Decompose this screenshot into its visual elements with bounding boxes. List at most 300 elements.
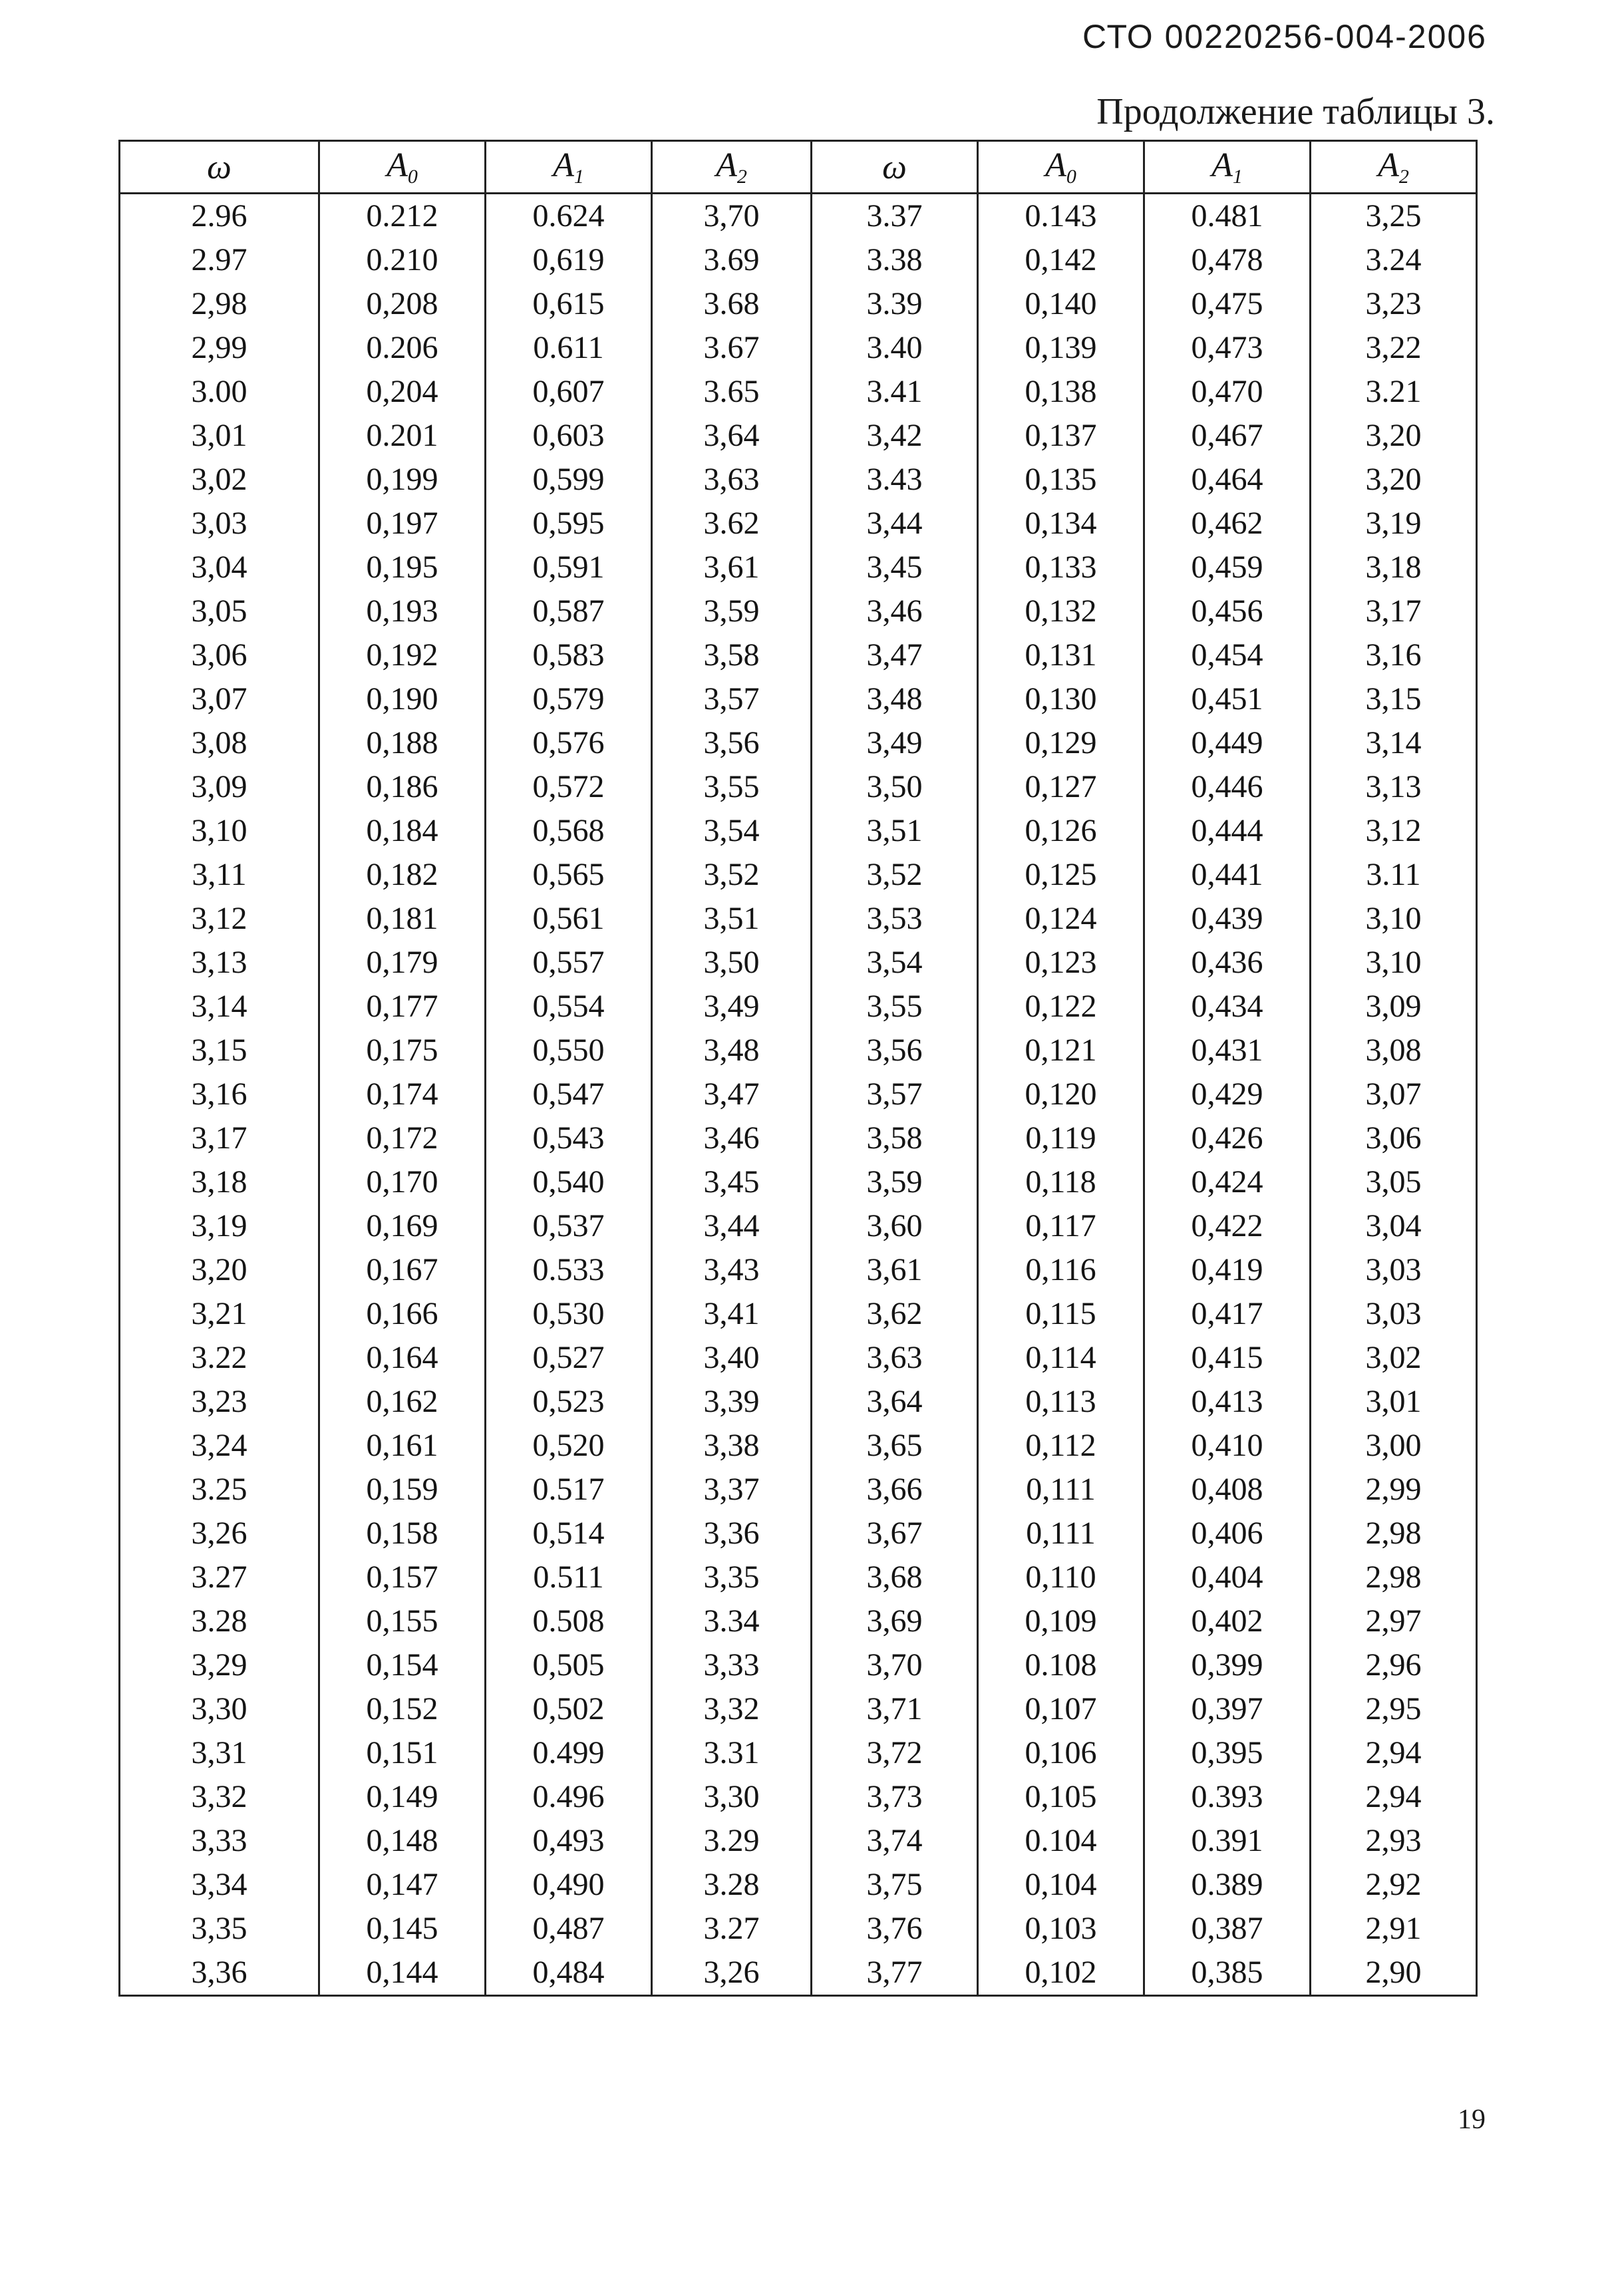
table-cell: 3,02: [1311, 1336, 1477, 1380]
table-cell: 3,07: [1311, 1072, 1477, 1116]
table-cell: 0,607: [486, 370, 652, 414]
table-cell: 0,484: [486, 1951, 652, 1996]
table-cell: 3,23: [120, 1380, 319, 1424]
table-cell: 0,159: [319, 1468, 486, 1512]
table-cell: 0.624: [486, 194, 652, 239]
table-continuation-caption: Продолжение таблицы 3.: [1096, 91, 1495, 132]
table-cell: 0,554: [486, 985, 652, 1029]
table-cell: 3,50: [652, 941, 812, 985]
table-cell: 2,90: [1311, 1951, 1477, 1996]
table-cell: 3,06: [120, 633, 319, 677]
table-cell: 3,51: [652, 897, 812, 941]
table-cell: 3,51: [812, 809, 978, 853]
table-row: [120, 1819, 1477, 1863]
table-cell: 3,37: [652, 1468, 812, 1512]
table-cell: 0,104: [978, 1863, 1144, 1907]
table-cell: 0,167: [319, 1248, 486, 1292]
table-cell: 2,98: [1311, 1556, 1477, 1599]
table-cell: 0.393: [1144, 1775, 1311, 1819]
table-cell: 0,170: [319, 1160, 486, 1204]
table-cell: 3,21: [120, 1292, 319, 1336]
table-cell: 3,24: [120, 1424, 319, 1468]
table-cell: 0,456: [1144, 589, 1311, 633]
table-cell: 3,75: [812, 1863, 978, 1907]
table-cell: 0,172: [319, 1116, 486, 1160]
table-cell: 0.108: [978, 1643, 1144, 1687]
table-cell: 3,52: [812, 853, 978, 897]
table-cell: 3,41: [652, 1292, 812, 1336]
table-cell: 3,54: [652, 809, 812, 853]
table-cell: 0,487: [486, 1907, 652, 1951]
table-header-row: [120, 141, 1477, 194]
table-cell: 0,568: [486, 809, 652, 853]
table-cell: 3,39: [652, 1380, 812, 1424]
table-cell: 0,436: [1144, 941, 1311, 985]
table-cell: 0,514: [486, 1512, 652, 1556]
table-cell: 3,30: [120, 1687, 319, 1731]
table-cell: 3,57: [812, 1072, 978, 1116]
table-cell: 3,36: [652, 1512, 812, 1556]
table-cell: 0,166: [319, 1292, 486, 1336]
table-cell: 0,179: [319, 941, 486, 985]
table-cell: 3,61: [652, 546, 812, 589]
table-cell: 3.41: [812, 370, 978, 414]
table-cell: 0,162: [319, 1380, 486, 1424]
table-cell: 0,475: [1144, 282, 1311, 326]
table-cell: 0,137: [978, 414, 1144, 458]
table-row: [120, 589, 1477, 633]
table-cell: 3.24: [1311, 238, 1477, 282]
table-cell: 3,58: [812, 1116, 978, 1160]
table-cell: 3,02: [120, 458, 319, 502]
table-cell: 3.37: [812, 194, 978, 239]
table-cell: 0,595: [486, 502, 652, 546]
table-cell: 0.143: [978, 194, 1144, 239]
column-header: [1311, 141, 1477, 194]
table-row: [120, 370, 1477, 414]
table-cell: 0.611: [486, 326, 652, 370]
table-cell: 3,08: [120, 721, 319, 765]
table-cell: 3,77: [812, 1951, 978, 1996]
table-cell: 3.29: [652, 1819, 812, 1863]
table-cell: 2,91: [1311, 1907, 1477, 1951]
table-cell: 3,49: [652, 985, 812, 1029]
table-cell: 3,64: [652, 414, 812, 458]
table-cell: 0,439: [1144, 897, 1311, 941]
table-cell: 0,565: [486, 853, 652, 897]
table-row: [120, 326, 1477, 370]
table-cell: 0,415: [1144, 1336, 1311, 1380]
table-cell: 0,116: [978, 1248, 1144, 1292]
table-cell: 0.391: [1144, 1819, 1311, 1863]
table-cell: 0,127: [978, 765, 1144, 809]
table-cell: 3,46: [812, 589, 978, 633]
table-cell: 0,144: [319, 1951, 486, 1996]
table-cell: 0,111: [978, 1468, 1144, 1512]
table-cell: 0,188: [319, 721, 486, 765]
table-cell: 3.31: [652, 1731, 812, 1775]
table-cell: 3,32: [120, 1775, 319, 1819]
table-cell: 0,147: [319, 1863, 486, 1907]
column-symbol: A: [1378, 146, 1399, 184]
table-cell: 0,152: [319, 1687, 486, 1731]
table-cell: 3,06: [1311, 1116, 1477, 1160]
table-cell: 0,132: [978, 589, 1144, 633]
table-cell: 3,38: [652, 1424, 812, 1468]
table-row: [120, 1160, 1477, 1204]
table-cell: 3,62: [812, 1292, 978, 1336]
table-cell: 0,197: [319, 502, 486, 546]
table-cell: 0,192: [319, 633, 486, 677]
table-cell: 0.496: [486, 1775, 652, 1819]
table-cell: 3.69: [652, 238, 812, 282]
table-cell: 3,26: [120, 1512, 319, 1556]
table-cell: 3,26: [652, 1951, 812, 1996]
table-cell: 0,449: [1144, 721, 1311, 765]
table-cell: 0,422: [1144, 1204, 1311, 1248]
table-cell: 3,70: [652, 194, 812, 239]
table-cell: 3,04: [1311, 1204, 1477, 1248]
table-cell: 0,175: [319, 1029, 486, 1072]
table-cell: 0,417: [1144, 1292, 1311, 1336]
table-row: [120, 1380, 1477, 1424]
table-cell: 0,123: [978, 941, 1144, 985]
table-cell: 0,103: [978, 1907, 1144, 1951]
table-cell: 0,102: [978, 1951, 1144, 1996]
table-cell: 3,35: [652, 1556, 812, 1599]
table-row: [120, 633, 1477, 677]
table-cell: 0,148: [319, 1819, 486, 1863]
table-cell: 0,139: [978, 326, 1144, 370]
table-row: [120, 1907, 1477, 1951]
table-cell: 3,76: [812, 1907, 978, 1951]
table-cell: 3,33: [120, 1819, 319, 1863]
table-cell: 3,45: [812, 546, 978, 589]
table-cell: 0,429: [1144, 1072, 1311, 1116]
coefficients-table: [118, 140, 1478, 1997]
table-cell: 0,115: [978, 1292, 1144, 1336]
column-header: [120, 141, 319, 194]
table-cell: 2,97: [1311, 1599, 1477, 1643]
table-row: [120, 414, 1477, 458]
table-cell: 3,72: [812, 1731, 978, 1775]
table-cell: 3,22: [1311, 326, 1477, 370]
table-cell: 3,66: [812, 1468, 978, 1512]
table-cell: 3.39: [812, 282, 978, 326]
table-cell: 3,11: [120, 853, 319, 897]
document-code: СТО 00220256-004-2006: [1082, 18, 1487, 55]
table-cell: 3,44: [652, 1204, 812, 1248]
table-cell: 0,109: [978, 1599, 1144, 1643]
table-cell: 0,130: [978, 677, 1144, 721]
table-cell: 0,579: [486, 677, 652, 721]
table-cell: 0,576: [486, 721, 652, 765]
column-subscript: 0: [1066, 166, 1076, 188]
table-cell: 0,502: [486, 1687, 652, 1731]
table-cell: 3.43: [812, 458, 978, 502]
table-cell: 0,441: [1144, 853, 1311, 897]
table-cell: 3,59: [652, 589, 812, 633]
table-row: [120, 721, 1477, 765]
table-cell: 3,35: [120, 1907, 319, 1951]
table-cell: 3,50: [812, 765, 978, 809]
table-row: [120, 1556, 1477, 1599]
table-cell: 0,530: [486, 1292, 652, 1336]
table-cell: 3,12: [120, 897, 319, 941]
table-cell: 2,99: [120, 326, 319, 370]
column-header: [652, 141, 812, 194]
table-cell: 0.389: [1144, 1863, 1311, 1907]
table-cell: 3,05: [120, 589, 319, 633]
table-cell: 3,44: [812, 502, 978, 546]
table-cell: 3,54: [812, 941, 978, 985]
table-cell: 0,424: [1144, 1160, 1311, 1204]
table-cell: 3,53: [812, 897, 978, 941]
table-cell: 0,543: [486, 1116, 652, 1160]
table-cell: 0,550: [486, 1029, 652, 1072]
table-row: [120, 1292, 1477, 1336]
table-cell: 0,583: [486, 633, 652, 677]
table-cell: 3.11: [1311, 853, 1477, 897]
table-cell: 0,121: [978, 1029, 1144, 1072]
column-symbol: A: [387, 146, 408, 184]
table-cell: 0,397: [1144, 1687, 1311, 1731]
table-cell: 0,154: [319, 1643, 486, 1687]
table-cell: 3,63: [812, 1336, 978, 1380]
table-cell: 0,426: [1144, 1116, 1311, 1160]
table-cell: 0,395: [1144, 1731, 1311, 1775]
table-cell: 3,74: [812, 1819, 978, 1863]
column-symbol: A: [1045, 146, 1066, 184]
table-row: [120, 1775, 1477, 1819]
table-row: [120, 1336, 1477, 1380]
table-cell: 0,406: [1144, 1512, 1311, 1556]
table-cell: 0,124: [978, 897, 1144, 941]
table-cell: 0,177: [319, 985, 486, 1029]
table-cell: 0,199: [319, 458, 486, 502]
table-cell: 0.104: [978, 1819, 1144, 1863]
table-cell: 3,36: [120, 1951, 319, 1996]
table-cell: 3,32: [652, 1687, 812, 1731]
table-cell: 0,387: [1144, 1907, 1311, 1951]
table-cell: 3,73: [812, 1775, 978, 1819]
table-cell: 3.28: [652, 1863, 812, 1907]
table-cell: 3,45: [652, 1160, 812, 1204]
table-cell: 0,161: [319, 1424, 486, 1468]
table-cell: 0,181: [319, 897, 486, 941]
table-cell: 0,195: [319, 546, 486, 589]
table-cell: 0,408: [1144, 1468, 1311, 1512]
table-cell: 0.481: [1144, 194, 1311, 239]
table-row: [120, 1643, 1477, 1687]
table-cell: 0,113: [978, 1380, 1144, 1424]
table-cell: 3,46: [652, 1116, 812, 1160]
table-cell: 3,67: [812, 1512, 978, 1556]
table-cell: 2,95: [1311, 1687, 1477, 1731]
table-cell: 0,557: [486, 941, 652, 985]
table-cell: 0,133: [978, 546, 1144, 589]
table-cell: 0,410: [1144, 1424, 1311, 1468]
table-cell: 0,523: [486, 1380, 652, 1424]
table-cell: 0,444: [1144, 809, 1311, 853]
table-cell: 0,547: [486, 1072, 652, 1116]
column-header: [486, 141, 652, 194]
table-cell: 3.34: [652, 1599, 812, 1643]
table-cell: 0,493: [486, 1819, 652, 1863]
table-cell: 0,142: [978, 238, 1144, 282]
table-row: [120, 677, 1477, 721]
column-symbol: A: [1211, 146, 1233, 184]
table-cell: 3,19: [1311, 502, 1477, 546]
table-cell: 3,18: [1311, 546, 1477, 589]
table-row: [120, 1599, 1477, 1643]
table-cell: 3,03: [120, 502, 319, 546]
table-cell: 0,129: [978, 721, 1144, 765]
table-cell: 3.67: [652, 326, 812, 370]
table-row: [120, 1863, 1477, 1907]
table-cell: 0,404: [1144, 1556, 1311, 1599]
table-cell: 0,434: [1144, 985, 1311, 1029]
table-cell: 3,65: [812, 1424, 978, 1468]
table-cell: 0,131: [978, 633, 1144, 677]
table-cell: 3,31: [120, 1731, 319, 1775]
table-cell: 0,157: [319, 1556, 486, 1599]
column-symbol: A: [553, 146, 574, 184]
table-cell: 0,120: [978, 1072, 1144, 1116]
table-cell: 0,459: [1144, 546, 1311, 589]
table-cell: 0.206: [319, 326, 486, 370]
table-cell: 3,60: [812, 1204, 978, 1248]
table-cell: 3,10: [1311, 941, 1477, 985]
table-cell: 0,505: [486, 1643, 652, 1687]
table-cell: 3,07: [120, 677, 319, 721]
table-cell: 0.517: [486, 1468, 652, 1512]
table-cell: 3,64: [812, 1380, 978, 1424]
table-cell: 3,12: [1311, 809, 1477, 853]
table-row: [120, 1512, 1477, 1556]
table-cell: 0,413: [1144, 1380, 1311, 1424]
table-row: [120, 458, 1477, 502]
table-cell: 3,70: [812, 1643, 978, 1687]
table-row: [120, 1731, 1477, 1775]
table-cell: 0,540: [486, 1160, 652, 1204]
table-cell: 3,05: [1311, 1160, 1477, 1204]
table-cell: 3,09: [1311, 985, 1477, 1029]
table-cell: 0.210: [319, 238, 486, 282]
table-cell: 3.62: [652, 502, 812, 546]
table-cell: 2.97: [120, 238, 319, 282]
table-cell: 0,464: [1144, 458, 1311, 502]
table-cell: 0,155: [319, 1599, 486, 1643]
table-cell: 2,92: [1311, 1863, 1477, 1907]
table-cell: 3,61: [812, 1248, 978, 1292]
table-cell: 3,25: [1311, 194, 1477, 239]
column-header: [319, 141, 486, 194]
table-body: [120, 194, 1477, 1996]
table-cell: 0,561: [486, 897, 652, 941]
table-cell: 3.68: [652, 282, 812, 326]
table-cell: 3,18: [120, 1160, 319, 1204]
table-cell: 0,151: [319, 1731, 486, 1775]
table-cell: 3.00: [120, 370, 319, 414]
table-cell: 0,478: [1144, 238, 1311, 282]
table-cell: 0,419: [1144, 1248, 1311, 1292]
column-subscript: 1: [1232, 166, 1243, 188]
table-cell: 3,19: [120, 1204, 319, 1248]
table-cell: 0,174: [319, 1072, 486, 1116]
table-cell: 3,17: [120, 1116, 319, 1160]
table-cell: 3,43: [652, 1248, 812, 1292]
table-row: [120, 282, 1477, 326]
table-cell: 0,125: [978, 853, 1144, 897]
table-cell: 0,520: [486, 1424, 652, 1468]
table-cell: 3,23: [1311, 282, 1477, 326]
table-cell: 3,16: [120, 1072, 319, 1116]
table-cell: 3,56: [652, 721, 812, 765]
table-cell: 0,451: [1144, 677, 1311, 721]
table-cell: 3,48: [812, 677, 978, 721]
table-cell: 0,587: [486, 589, 652, 633]
table-row: [120, 1248, 1477, 1292]
table-cell: 0,402: [1144, 1599, 1311, 1643]
table-cell: 3,47: [652, 1072, 812, 1116]
table-cell: 0,117: [978, 1204, 1144, 1248]
column-symbol: A: [716, 146, 737, 184]
table-cell: 2,96: [1311, 1643, 1477, 1687]
column-subscript: 1: [573, 166, 584, 188]
table-cell: 3,15: [1311, 677, 1477, 721]
table-cell: 3,16: [1311, 633, 1477, 677]
table-cell: 0,473: [1144, 326, 1311, 370]
table-cell: 3,58: [652, 633, 812, 677]
table-cell: 0,140: [978, 282, 1144, 326]
table-cell: 0.508: [486, 1599, 652, 1643]
column-subscript: 2: [1398, 166, 1409, 188]
table-cell: 0,470: [1144, 370, 1311, 414]
table-cell: 3.40: [812, 326, 978, 370]
table-cell: 3,55: [652, 765, 812, 809]
table-cell: 3,68: [812, 1556, 978, 1599]
table-cell: 3,69: [812, 1599, 978, 1643]
table-row: [120, 1072, 1477, 1116]
table-cell: 0,182: [319, 853, 486, 897]
table-cell: 0.212: [319, 194, 486, 239]
column-header: [812, 141, 978, 194]
table-cell: 3,14: [1311, 721, 1477, 765]
table-row: [120, 897, 1477, 941]
table-cell: 0,135: [978, 458, 1144, 502]
table-cell: 3.28: [120, 1599, 319, 1643]
table-cell: 0,110: [978, 1556, 1144, 1599]
table-row: [120, 238, 1477, 282]
table-row: [120, 853, 1477, 897]
page-number: 19: [1458, 2104, 1486, 2135]
table-cell: 0,537: [486, 1204, 652, 1248]
table-cell: 0.533: [486, 1248, 652, 1292]
table-cell: 3,03: [1311, 1248, 1477, 1292]
table-cell: 0,122: [978, 985, 1144, 1029]
table-row: [120, 1204, 1477, 1248]
table-cell: 3,56: [812, 1029, 978, 1072]
table-cell: 3,29: [120, 1643, 319, 1687]
table-cell: 3,63: [652, 458, 812, 502]
table-cell: 3,59: [812, 1160, 978, 1204]
table-row: [120, 546, 1477, 589]
table-cell: 2,98: [1311, 1512, 1477, 1556]
table-row: [120, 1029, 1477, 1072]
table-row: [120, 502, 1477, 546]
table-cell: 0,190: [319, 677, 486, 721]
